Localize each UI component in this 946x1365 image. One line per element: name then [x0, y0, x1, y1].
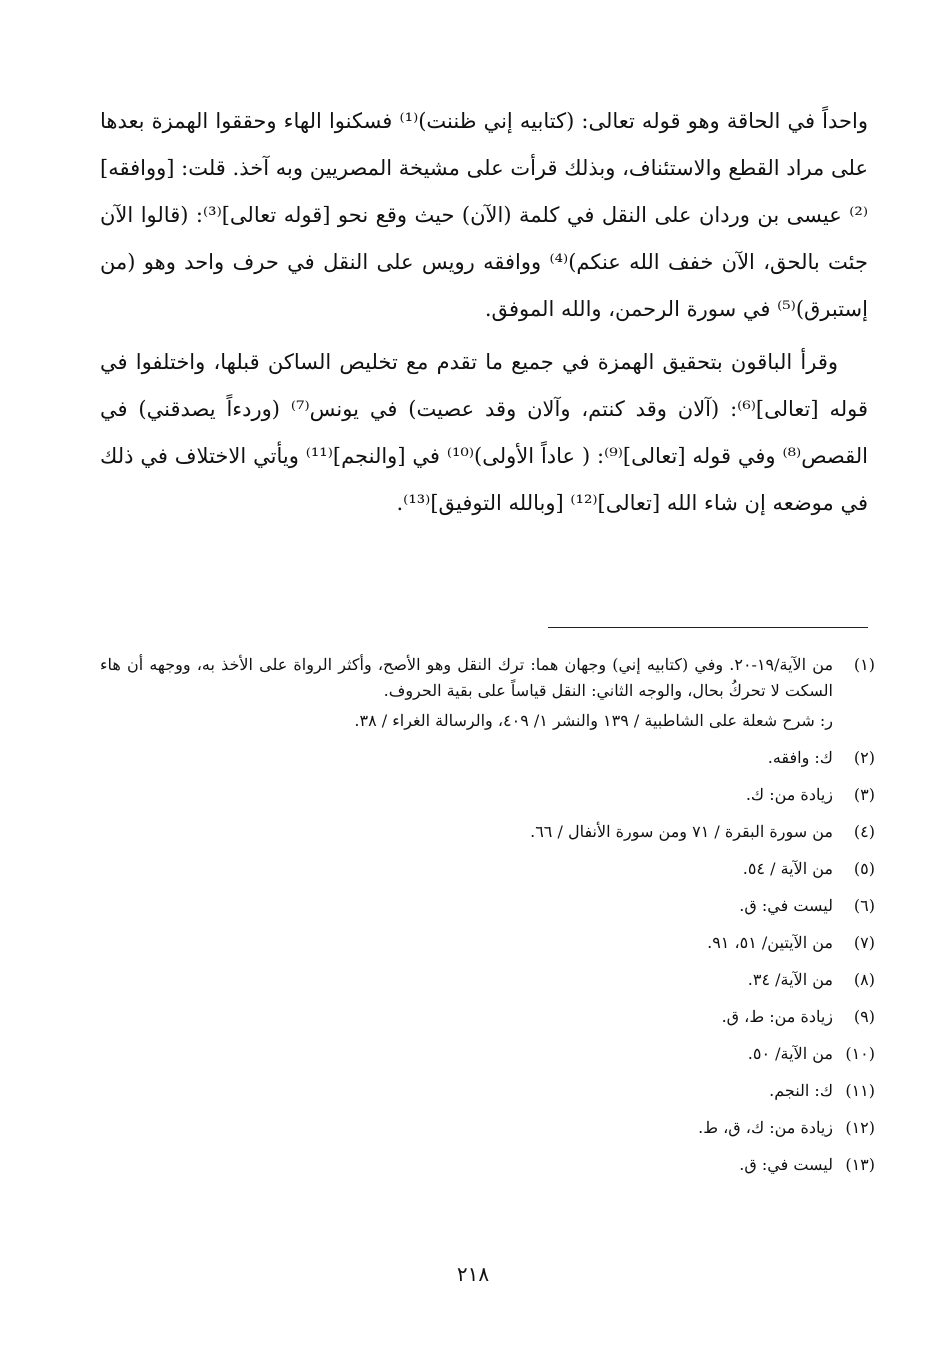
- footnote-text: ك: النجم.: [769, 1081, 833, 1100]
- footnote-6: [100, 893, 875, 919]
- footnote-number: (١٢): [845, 1118, 875, 1137]
- footnote-number: (٢): [853, 748, 875, 767]
- footnote-number: (٥): [853, 859, 875, 878]
- footnote-1: [100, 652, 875, 704]
- footnote-number: (٣): [853, 785, 875, 804]
- footnote-number: (٧): [853, 933, 875, 952]
- main-text: [100, 98, 868, 527]
- footnote-9: [100, 1004, 875, 1030]
- footnotes: [100, 652, 875, 1189]
- footnote-10: [100, 1041, 875, 1067]
- footnote-4: [100, 819, 875, 845]
- footnote-text: من الآية / ٥٤.: [742, 859, 833, 878]
- footnote-text: ليست في: ق.: [739, 1155, 833, 1174]
- footnote-1-reference: ر: شرح شعلة على الشاطبية / ١٣٩ والنشر ١/ ٤٠٩، والرسالة الغراء / ٣٨.: [354, 711, 833, 730]
- footnote-separator: [548, 627, 868, 628]
- footnote-number: (١٠): [845, 1044, 875, 1063]
- footnote-number: (٩): [853, 1007, 875, 1026]
- footnote-text: زيادة من: ك، ق، ط.: [698, 1118, 833, 1137]
- paragraph-2: وقرأ الباقون بتحقيق الهمزة في جميع ما تقدم مع تخليص الساكن قبلها، واختلفوا في قوله [تعالى]⁽⁶⁾: (آلان وقد كنتم، وآلان وقد عصيت) في يونس⁽⁷⁾ (وردءاً يصدقني) في القصص⁽⁸⁾ وفي قوله [تعالى]⁽⁹⁾: ( عاداً الأولى)⁽¹⁰⁾ في [والنجم]⁽¹¹⁾ ويأتي الاختلاف في ذلك في موضعه إن شاء الله [تعالى]⁽¹²⁾ [وبالله التوفيق]⁽¹³⁾.: [100, 350, 868, 515]
- footnote-number: (٤): [853, 822, 875, 841]
- footnote-13: [100, 1152, 875, 1178]
- footnote-text: ك: وافقه.: [767, 748, 833, 767]
- footnote-7: [100, 930, 875, 956]
- footnote-text: من الآية/ ٥٠.: [747, 1044, 833, 1063]
- page-number: ٢١٨: [456, 1262, 490, 1286]
- footnote-number: (٨): [853, 970, 875, 989]
- footnote-12: [100, 1115, 875, 1141]
- footnote-5: [100, 856, 875, 882]
- footnote-number: (٦): [853, 896, 875, 915]
- footnote-text: من الآية/ ٣٤.: [747, 970, 833, 989]
- footnote-number: (١٣): [845, 1155, 875, 1174]
- footnote-number: (١): [853, 655, 875, 674]
- footnote-text: زيادة من: ط، ق.: [721, 1007, 833, 1026]
- paragraph-1: واحداً في الحاقة وهو قوله تعالى: (كتابيه إني ظننت)⁽¹⁾ فسكنوا الهاء وحققوا الهمزة بعدها على مراد القطع والاستئناف، وبذلك قرأت على مشيخة المصريين وبه آخذ. قلت: [ووافقه]⁽²⁾ عيسى بن وردان على النقل في كلمة (الآن) حيث وقع نحو [قوله تعالى]⁽³⁾: (قالوا الآن جئت بالحق، الآن خفف الله عنكم)⁽⁴⁾ ووافقه رويس على النقل في حرف واحد وهو (من إستبرق)⁽⁵⁾ في سورة الرحمن، والله الموفق.: [100, 109, 868, 321]
- footnote-11: [100, 1078, 875, 1104]
- footnote-text: من سورة البقرة / ٧١ ومن سورة الأنفال / ٦٦.: [530, 822, 833, 841]
- footnote-2: [100, 745, 875, 771]
- footnote-text: من الآيتين/ ٥١، ٩١.: [707, 933, 833, 952]
- footnote-8: [100, 967, 875, 993]
- footnote-3: [100, 782, 875, 808]
- footnote-number: (١١): [845, 1081, 875, 1100]
- footnote-text: من الآية/١٩-٢٠. وفي (كتابيه إني) وجهان هما: ترك النقل وهو الأصح، وأكثر الرواة على الأخذ به، ووجهه أن هاء السكت لا تحركُ بحال، والوجه الثاني: النقل قياساً على بقية الحروف.: [100, 655, 834, 700]
- footnote-text: زيادة من: ك.: [745, 785, 833, 804]
- footnote-text: ليست في: ق.: [739, 896, 833, 915]
